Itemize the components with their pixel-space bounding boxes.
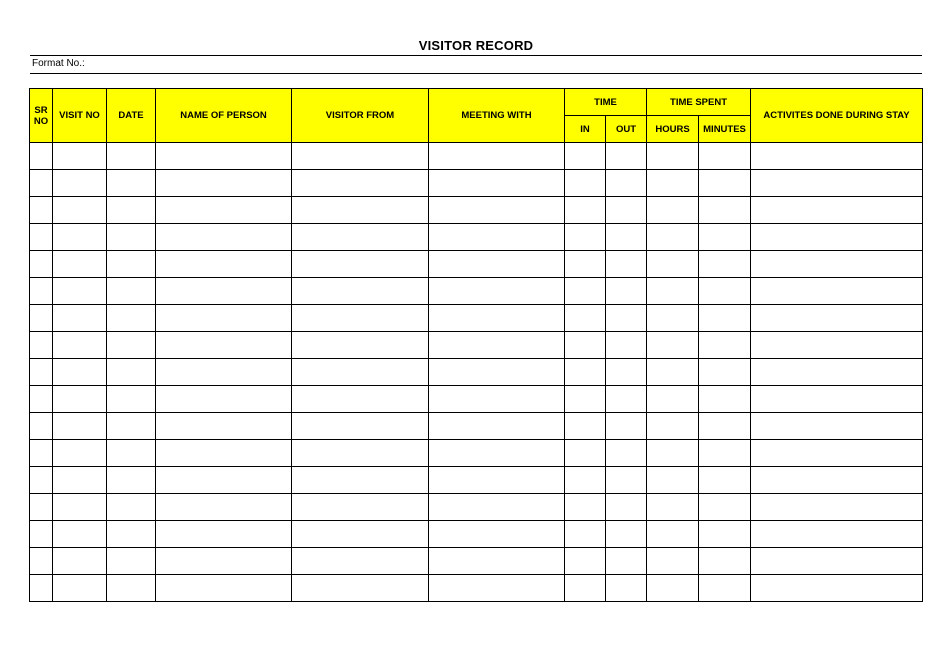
table-cell[interactable]	[699, 197, 751, 224]
table-cell[interactable]	[107, 224, 156, 251]
table-cell[interactable]	[647, 224, 699, 251]
table-row	[30, 521, 923, 548]
col-header-time-spent: TIME SPENT	[647, 89, 751, 116]
col-header-time: TIME	[565, 89, 647, 116]
table-cell[interactable]	[699, 278, 751, 305]
col-header-sr-no: SR NO	[30, 89, 53, 143]
table-cell[interactable]	[429, 251, 565, 278]
table-cell[interactable]	[292, 278, 429, 305]
table-cell[interactable]	[53, 440, 107, 467]
table-cell[interactable]	[751, 494, 923, 521]
table-cell[interactable]	[156, 548, 292, 575]
table-cell[interactable]	[606, 251, 647, 278]
table-cell[interactable]	[699, 224, 751, 251]
table-row	[30, 197, 923, 224]
table-row	[30, 440, 923, 467]
table-cell[interactable]	[699, 143, 751, 170]
table-cell[interactable]	[699, 332, 751, 359]
table-cell[interactable]	[606, 224, 647, 251]
table-cell[interactable]	[429, 359, 565, 386]
table-cell[interactable]	[53, 548, 107, 575]
table-cell[interactable]	[606, 386, 647, 413]
table-cell[interactable]	[699, 251, 751, 278]
table-cell[interactable]	[292, 305, 429, 332]
table-cell[interactable]	[107, 143, 156, 170]
table-cell[interactable]	[292, 170, 429, 197]
table-cell[interactable]	[565, 305, 606, 332]
table-cell[interactable]	[647, 332, 699, 359]
table-cell[interactable]	[292, 386, 429, 413]
page-title: VISITOR RECORD	[418, 38, 534, 53]
table-row	[30, 413, 923, 440]
table-cell[interactable]	[751, 575, 923, 602]
table-cell[interactable]	[606, 359, 647, 386]
col-header-hours: HOURS	[647, 116, 699, 143]
table-cell[interactable]	[292, 413, 429, 440]
table-cell[interactable]	[30, 467, 53, 494]
table-cell[interactable]	[107, 251, 156, 278]
table-cell[interactable]	[647, 251, 699, 278]
table-cell[interactable]	[429, 467, 565, 494]
table-row	[30, 386, 923, 413]
table-cell[interactable]	[751, 440, 923, 467]
table-cell[interactable]	[751, 278, 923, 305]
table-cell[interactable]	[53, 332, 107, 359]
table-cell[interactable]	[107, 332, 156, 359]
col-header-name-of-person: NAME OF PERSON	[156, 89, 292, 143]
table-row	[30, 278, 923, 305]
table-cell[interactable]	[751, 548, 923, 575]
table-cell[interactable]	[606, 521, 647, 548]
table-body	[30, 143, 923, 602]
table-cell[interactable]	[30, 359, 53, 386]
col-header-date: DATE	[107, 89, 156, 143]
table-cell[interactable]	[292, 359, 429, 386]
table-cell[interactable]	[53, 575, 107, 602]
table-cell[interactable]	[292, 197, 429, 224]
table-cell[interactable]	[107, 521, 156, 548]
table-cell[interactable]	[565, 359, 606, 386]
table-cell[interactable]	[429, 224, 565, 251]
table-cell[interactable]	[751, 521, 923, 548]
table-cell[interactable]	[751, 413, 923, 440]
table-cell[interactable]	[107, 413, 156, 440]
table-cell[interactable]	[699, 305, 751, 332]
table-cell[interactable]	[565, 521, 606, 548]
table-cell[interactable]	[107, 467, 156, 494]
table-row	[30, 575, 923, 602]
table-cell[interactable]	[699, 440, 751, 467]
table-cell[interactable]	[53, 170, 107, 197]
table-cell[interactable]	[107, 386, 156, 413]
table-cell[interactable]	[30, 170, 53, 197]
table-cell[interactable]	[647, 197, 699, 224]
table-cell[interactable]	[429, 170, 565, 197]
table-cell[interactable]	[647, 413, 699, 440]
table-cell[interactable]	[156, 332, 292, 359]
table-cell[interactable]	[30, 251, 53, 278]
table-cell[interactable]	[292, 467, 429, 494]
table-cell[interactable]	[53, 197, 107, 224]
table-cell[interactable]	[429, 332, 565, 359]
table-cell[interactable]	[429, 521, 565, 548]
table-cell[interactable]	[30, 332, 53, 359]
table-cell[interactable]	[429, 197, 565, 224]
table-cell[interactable]	[606, 467, 647, 494]
table-cell[interactable]	[565, 332, 606, 359]
table-cell[interactable]	[53, 278, 107, 305]
table-cell[interactable]	[699, 575, 751, 602]
table-cell[interactable]	[751, 359, 923, 386]
table-cell[interactable]	[156, 278, 292, 305]
table-cell[interactable]	[107, 359, 156, 386]
table-cell[interactable]	[565, 440, 606, 467]
table-cell[interactable]	[429, 278, 565, 305]
table-cell[interactable]	[647, 440, 699, 467]
table-cell[interactable]	[30, 548, 53, 575]
table-cell[interactable]	[156, 305, 292, 332]
table-cell[interactable]	[751, 224, 923, 251]
table-cell[interactable]	[292, 224, 429, 251]
table-cell[interactable]	[606, 575, 647, 602]
table-row	[30, 494, 923, 521]
table-cell[interactable]	[606, 494, 647, 521]
table-cell[interactable]	[565, 386, 606, 413]
table-cell[interactable]	[30, 575, 53, 602]
table-cell[interactable]	[30, 386, 53, 413]
table-row	[30, 170, 923, 197]
table-cell[interactable]	[647, 575, 699, 602]
table-row	[30, 467, 923, 494]
table-cell[interactable]	[53, 305, 107, 332]
table-cell[interactable]	[30, 521, 53, 548]
table-cell[interactable]	[647, 386, 699, 413]
table-cell[interactable]	[647, 521, 699, 548]
table-cell[interactable]	[292, 440, 429, 467]
table-cell[interactable]	[606, 413, 647, 440]
table-cell[interactable]	[30, 413, 53, 440]
table-cell[interactable]	[292, 251, 429, 278]
table-cell[interactable]	[751, 170, 923, 197]
table-cell[interactable]	[699, 467, 751, 494]
table-cell[interactable]	[107, 305, 156, 332]
table-cell[interactable]	[647, 143, 699, 170]
table-cell[interactable]	[156, 386, 292, 413]
table-cell[interactable]	[156, 494, 292, 521]
table-cell[interactable]	[751, 197, 923, 224]
col-header-time-out: OUT	[606, 116, 647, 143]
table-cell[interactable]	[699, 359, 751, 386]
table-cell[interactable]	[30, 197, 53, 224]
table-cell[interactable]	[647, 548, 699, 575]
table-cell[interactable]	[647, 467, 699, 494]
table-cell[interactable]	[53, 521, 107, 548]
table-cell[interactable]	[429, 143, 565, 170]
table-cell[interactable]	[699, 413, 751, 440]
table-cell[interactable]	[699, 521, 751, 548]
table-cell[interactable]	[156, 467, 292, 494]
table-cell[interactable]	[647, 359, 699, 386]
table-cell[interactable]	[156, 197, 292, 224]
col-header-activities: ACTIVITES DONE DURING STAY	[751, 89, 923, 143]
table-cell[interactable]	[292, 575, 429, 602]
table-row	[30, 548, 923, 575]
table-cell[interactable]	[699, 386, 751, 413]
col-header-minutes: MINUTES	[699, 116, 751, 143]
table-cell[interactable]	[292, 332, 429, 359]
table-cell[interactable]	[606, 440, 647, 467]
table-cell[interactable]	[156, 440, 292, 467]
table-cell[interactable]	[53, 413, 107, 440]
table-cell[interactable]	[292, 548, 429, 575]
table-cell[interactable]	[647, 278, 699, 305]
col-header-visitor-from: VISITOR FROM	[292, 89, 429, 143]
table-cell[interactable]	[565, 143, 606, 170]
table-cell[interactable]	[429, 413, 565, 440]
title-divider	[30, 55, 922, 56]
table-cell[interactable]	[53, 386, 107, 413]
table-cell[interactable]	[699, 170, 751, 197]
table-cell[interactable]	[107, 278, 156, 305]
table-cell[interactable]	[565, 224, 606, 251]
table-cell[interactable]	[156, 413, 292, 440]
table-cell[interactable]	[156, 359, 292, 386]
table-cell[interactable]	[107, 548, 156, 575]
table-cell[interactable]	[53, 359, 107, 386]
table-cell[interactable]	[30, 494, 53, 521]
table-cell[interactable]	[647, 170, 699, 197]
format-divider	[30, 73, 922, 74]
table-cell[interactable]	[107, 440, 156, 467]
table-cell[interactable]	[107, 170, 156, 197]
table-cell[interactable]	[429, 305, 565, 332]
table-cell[interactable]	[429, 494, 565, 521]
table-cell[interactable]	[30, 224, 53, 251]
table-cell[interactable]	[565, 467, 606, 494]
table-cell[interactable]	[565, 413, 606, 440]
table-cell[interactable]	[107, 575, 156, 602]
table-cell[interactable]	[292, 521, 429, 548]
col-header-time-in: IN	[565, 116, 606, 143]
table-cell[interactable]	[53, 494, 107, 521]
table-cell[interactable]	[606, 278, 647, 305]
table-cell[interactable]	[565, 494, 606, 521]
col-header-meeting-with: MEETING WITH	[429, 89, 565, 143]
table-cell[interactable]	[565, 548, 606, 575]
table-cell[interactable]	[751, 467, 923, 494]
col-header-visit-no: VISIT NO	[53, 89, 107, 143]
table-cell[interactable]	[156, 143, 292, 170]
table-cell[interactable]	[107, 197, 156, 224]
table-cell[interactable]	[606, 332, 647, 359]
table-cell[interactable]	[565, 251, 606, 278]
table-row	[30, 251, 923, 278]
table-cell[interactable]	[606, 197, 647, 224]
table-cell[interactable]	[429, 386, 565, 413]
table-cell[interactable]	[30, 305, 53, 332]
table-cell[interactable]	[156, 575, 292, 602]
table-row	[30, 305, 923, 332]
table-cell[interactable]	[30, 143, 53, 170]
table-cell[interactable]	[156, 170, 292, 197]
table-cell[interactable]	[751, 251, 923, 278]
table-cell[interactable]	[53, 467, 107, 494]
table-row	[30, 332, 923, 359]
table-cell[interactable]	[30, 278, 53, 305]
table-cell[interactable]	[699, 494, 751, 521]
table-cell[interactable]	[292, 143, 429, 170]
table-cell[interactable]	[751, 143, 923, 170]
table-cell[interactable]	[565, 278, 606, 305]
table-cell[interactable]	[751, 305, 923, 332]
table-cell[interactable]	[565, 170, 606, 197]
table-cell[interactable]	[156, 521, 292, 548]
table-cell[interactable]	[107, 494, 156, 521]
table-cell[interactable]	[292, 494, 429, 521]
table-cell[interactable]	[429, 548, 565, 575]
table-cell[interactable]	[647, 494, 699, 521]
table-cell[interactable]	[606, 548, 647, 575]
table-row	[30, 143, 923, 170]
table-cell[interactable]	[606, 143, 647, 170]
table-cell[interactable]	[53, 251, 107, 278]
table-row	[30, 359, 923, 386]
table-cell[interactable]	[751, 386, 923, 413]
table-cell[interactable]	[606, 170, 647, 197]
visitor-record-table	[29, 88, 923, 602]
table-row	[30, 224, 923, 251]
table-cell[interactable]	[156, 224, 292, 251]
table-cell[interactable]	[156, 251, 292, 278]
table-cell[interactable]	[606, 305, 647, 332]
table-cell[interactable]	[429, 440, 565, 467]
format-number-label: Format No.:	[32, 58, 85, 69]
table-cell[interactable]	[53, 143, 107, 170]
table-cell[interactable]	[30, 440, 53, 467]
table-cell[interactable]	[53, 224, 107, 251]
table-cell[interactable]	[565, 197, 606, 224]
table-cell[interactable]	[565, 575, 606, 602]
table-cell[interactable]	[699, 548, 751, 575]
table-cell[interactable]	[429, 575, 565, 602]
table-cell[interactable]	[751, 332, 923, 359]
table-cell[interactable]	[647, 305, 699, 332]
